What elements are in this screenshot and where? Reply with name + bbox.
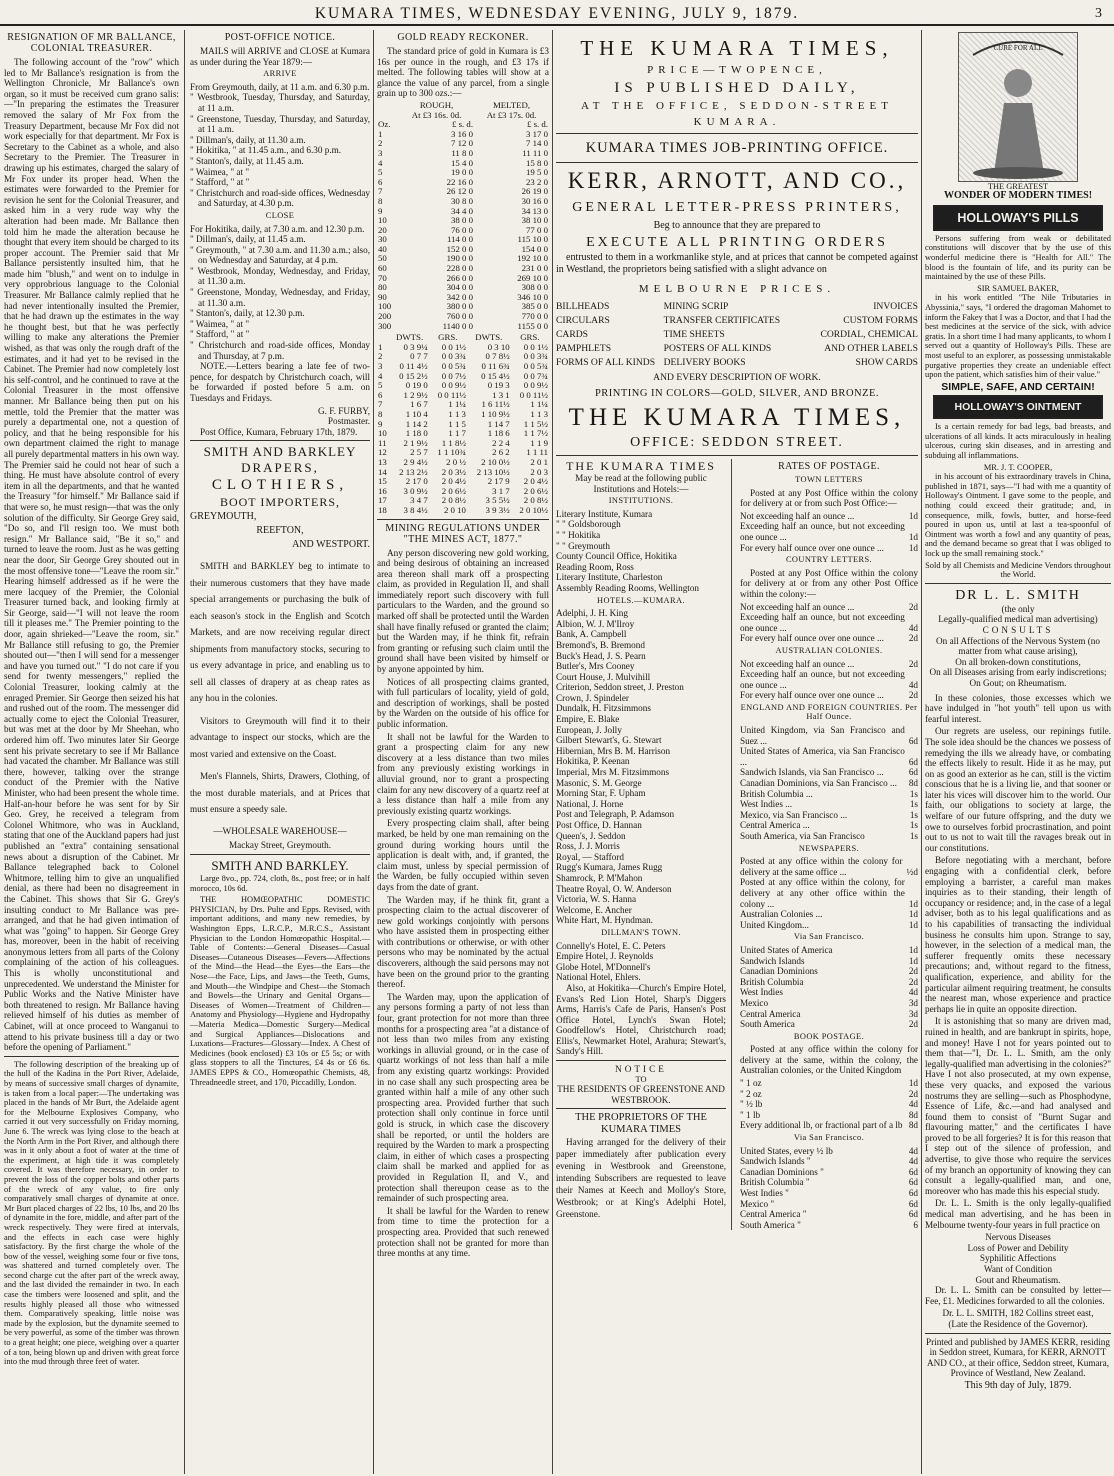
via-sf-heading-2: Via San Francisco.	[793, 1133, 865, 1143]
divider	[556, 455, 918, 456]
dillmans-heading: DILLMAN'S TOWN.	[601, 927, 681, 937]
paper-office: AT THE OFFICE, SEDDON-STREET	[581, 100, 893, 112]
rate-row: Posted at any office within the colony for delivery at the same office ... ½d	[740, 856, 918, 877]
institutions-heading: INSTITUTIONS.	[608, 496, 674, 506]
imprint: Printed and published by JAMES KERR, residing in Seddon street, Kumara, for KERR, ARNOTT AND CO., at their office, Seddon street, Kumara, Province of Westland, New Zealand.	[925, 1336, 1110, 1379]
notice-to: TO	[635, 1074, 647, 1084]
colors-line: PRINTING IN COLORS—GOLD, SILVER, AND BRONZE.	[594, 388, 880, 399]
hotel-item: Shamrock, P. M'Mahon	[556, 872, 643, 883]
rate-row: Not exceeding half an ounce ... 2d	[740, 658, 918, 669]
dwt-row: 12 2 5 7 1 1 10¾ 2 6 2 1 1 11	[378, 447, 548, 458]
rate-row: British Columbia " 6d	[740, 1177, 918, 1188]
proprietors-body: Having arranged for the delivery of their paper immediately after publication every evening in Westbrook and Greenstone, intending Subscribers are requested to leave their Names at Keech and Molloy's Store, Westbrook; or at King's Adelphi Hotel, Greenstone.	[556, 1137, 726, 1220]
dwt-row: 5 0 19 0 0 0 9½ 0 19 3 0 0 9½	[378, 380, 548, 391]
dr-letter: Dr. L. L. Smith can be consulted by letter—Fee, £1. Medicines forwarded to all the colonies.	[925, 1285, 1111, 1306]
via-sf-rates	[740, 945, 918, 1030]
hotel-item: Morning Star, F. Upham	[556, 788, 646, 799]
rate-row: West Indies " 6d	[740, 1188, 918, 1198]
rate-row: Mexico, via San Francisco ... 1s	[740, 809, 918, 820]
gold-row: 6 22 16 0 23 2 0	[378, 176, 548, 187]
rate-row: " 2 oz 2d	[740, 1088, 918, 1099]
firm-name-2: SMITH AND BARKLEY.	[211, 858, 349, 874]
print-grid-row: BILLHEADS MINING SCRIP INVOICES	[556, 301, 918, 312]
divider	[4, 1056, 179, 1057]
beg: Beg to announce that they are prepared to	[653, 220, 821, 231]
gold-intro: The standard price of gold in Kumara is £3 16s per ounce in the rough, and £3 17s if melted. The following tables will show at a glance the value of any parcel, from a single grain up to 300 ozs.:—	[377, 46, 549, 99]
rate-row: Exceeding half an ounce, but not exceeding one ounce ... 4d	[740, 669, 918, 690]
hotel-item: Connelly's Hotel, E. C. Peters	[556, 940, 666, 951]
late-fee-note: NOTE.—Letters bearing a late fee of two-pence, for despatch by Christchurch coach, will be forwarded if posted before 5 a.m. on Tuesdays and Fridays.	[190, 361, 370, 403]
gold-row: 70 266 0 0 269 10 0	[378, 272, 548, 283]
rate-row: Central America 3d	[740, 1008, 918, 1019]
read-intro: May be read at the following public Institutions and Hotels:—	[575, 473, 707, 494]
mining-para: Every prospecting claim shall, after being marked, be held by one man remaining on the ground during working hours until the application is dealt with, and, if granted, the claim must, unless by special permission of the Warden, be fully occupied within seven days from the date of grant.	[377, 818, 549, 892]
institution-item: " " Greymouth	[556, 540, 610, 551]
hotel-item: Ross, J. J. Morris	[556, 841, 620, 852]
column-rule	[373, 30, 374, 1474]
postmaster-sign: G. F. FURBY, Postmaster.	[318, 405, 370, 427]
print-grid-row: FORMS OF ALL KINDS DELIVERY BOOKS SHOW CARDS	[556, 357, 918, 368]
divider	[190, 440, 370, 441]
rate-row: Posted at any office within the colony, for delivery at any other office within the colony ... 1d	[740, 877, 918, 909]
mining-para: Any person discovering new gold working, and being desirous of obtaining an increased area thereon shall mark off a prospecting claim, as provided in Regulation II, and shall immediately report such discovery with full particulars to the Warden, and the ground so marked off shall be protected until the Warden shall have finally refused or granted the claim; but the Warden may, if he think fit, refrain from granting or refusing such claim until the ground shall have been visited by himself or by anyone appointed by him.	[377, 547, 549, 675]
paper-title-2: THE KUMARA TIMES,	[568, 404, 906, 431]
rate-row: South America 2d	[740, 1019, 918, 1030]
rate-row: South America " 6	[740, 1219, 918, 1230]
rate-row: Central America ... 1s	[740, 820, 918, 831]
cooper-body: in his account of his extraordinary travels in China, published in 1871, says—"I had with me a quantity of Holloway's Ointment. I gave some to the people, and nothing could exceed their gratitude; and, in consequence, milk, fowls, butter, and horse-feed poured in upon us, until at last a tea-spoonful of Ointment was worth a fowl and any quantity of peas, and the demand became so great that I was obliged to lock up the small remaining stock."	[925, 472, 1111, 558]
rate-row: Mexico " 6d	[740, 1198, 918, 1209]
hotel-item: Post Office, D. Hannan	[556, 820, 642, 830]
hotel-item: Empire Hotel, J. Reynolds	[556, 951, 654, 962]
hotel-item: National, J. Horne	[556, 798, 624, 809]
rate-row: Mexico 3d	[740, 997, 918, 1008]
gold-row: 2 7 12 0 7 14 0	[378, 138, 548, 149]
rate-row: West Indies ... 1s	[740, 799, 918, 810]
seal-figure-icon	[959, 33, 1077, 181]
rate-row: West Indies 4d	[740, 987, 918, 998]
paper-daily: IS PUBLISHED DAILY,	[614, 80, 860, 96]
hotel-item: Globe Hotel, M'Donnell's	[556, 961, 651, 972]
rate-row: For every half ounce over one ounce ... 2d	[740, 633, 918, 644]
gold-title: GOLD READY RECKONER.	[397, 32, 529, 43]
close-list: For Hokitika, daily, at 7.30 a.m. and 12.30 p.m. " Dillman's, daily, at 11.45 a.m. " Greymouth, " at 7.30 a.m. and 11.30 a.m.; also, on Wednesday and Saturday, at 4 p.m. " Westbrook, Monday, Wednesday, and Friday, at 11.30 a.m. " Greenstone, Monday, Wednesday, and Friday, at 11.30 a.m. " Stanton's, daily, at 12.30 p.m. " Waimea, " at " " Stafford, " at " " Christchurch and road-side offices, Monday and Thursday, at 7 p.m.	[190, 223, 370, 361]
town-letters-heading: TOWN LETTERS	[795, 475, 863, 484]
divider	[925, 1333, 1111, 1334]
dwt-row: 1 0 3 9¼ 0 0 1½ 0 3 10 0 0 1½	[378, 341, 548, 352]
gold-row: 8 30 8 0 30 16 0	[378, 195, 548, 206]
institution-item: Reading Room, Ross	[556, 561, 634, 572]
column-kumara-times	[556, 30, 918, 1474]
every-description: AND EVERY DESCRIPTION OF WORK.	[653, 372, 821, 383]
gold-row: 10 38 0 0 38 10 0	[378, 215, 548, 226]
wonder: WONDER OF MODERN TIMES!	[943, 190, 1093, 202]
rate-row: United States of America, via San Francisco ... 6d	[740, 746, 918, 767]
rate-row: " 1 lb 8d	[740, 1109, 918, 1120]
dwt-row: 18 3 8 4½ 2 0 10 3 9 3½ 2 0 10½	[378, 504, 548, 515]
dwt-rows	[377, 343, 549, 516]
rate-row: Exceeding half an ounce, but not exceeding one ounce ... 4d	[740, 612, 918, 633]
wholesale-warehouse: —WHOLESALE WAREHOUSE—	[213, 825, 347, 836]
column-news	[4, 30, 179, 1474]
via-sf-rates-2	[740, 1146, 918, 1231]
entrusted: entrusted to them in a workmanlike style, and at prices that cannot be competed against in Westland, the proprietors being satisfied with a slight advance on	[556, 252, 918, 275]
country-rates	[740, 602, 918, 644]
dr-body: In these colonies, those excesses which we have indulged in "hot youth" tell upon us with fearful interest.	[925, 692, 1111, 724]
article-title: RESIGNATION OF MR BALLANCE, COLONIAL TREASURER.	[7, 32, 176, 54]
drapers: DRAPERS,	[241, 460, 319, 476]
hotel-item: Gilbert Stewart's, G. Stewart	[556, 735, 662, 746]
divider	[190, 854, 370, 855]
hotel-item: Queen's, J. Seddon	[556, 830, 626, 841]
hotel-item: National Hotel, Ehlers.	[556, 972, 641, 983]
rate-row: Canadian Dominions 2d	[740, 966, 918, 977]
rate-row: " ½ lb 4d	[740, 1099, 918, 1110]
cooper: MR. J. T. COOPER,	[983, 462, 1053, 472]
rate-row: Sandwich Islands " 4d	[740, 1156, 918, 1167]
dr-body: Before negotiating with a merchant, before engaging with a confidential clerk, before employing a barrister, a careful man makes inquiries as to their standing, their length of occupancy or residence; and, in the case of a legal adviser, both as to his legal qualifications and as to his capabilities of transacting the individual business he consults him upon. Strange to say, however, in the selection of a medical man, the sufferer frequently omits these necessary precautions; and, without regard to the fitness, qualification, experience, and ability for the particular ailment requiring treatment, he consults the nearest man, whose experience and practice perhaps lie in quite an opposite direction.	[925, 855, 1111, 1014]
dwt-row: 3 0 11 4½ 0 0 5¾ 0 11 6¾ 0 0 5¾	[378, 361, 548, 371]
dateline: This 9th day of July, 1879.	[964, 1379, 1072, 1391]
gold-row: 200 760 0 0 770 0 0	[378, 311, 548, 322]
column-advertisements	[925, 30, 1111, 1474]
also-hokitika: Also, at Hokitika—Church's Empire Hotel, Evans's Red Lion Hotel, Sharp's Diggers Arms, Harris's Cafe de Paris, Hansen's Post Office Hotel, Lynch's Swan Hotel; Goodfellow's Hotel, Christchurch road; Ellis's, Newmarket Hotel, Arahura; Stewart's, Sandy's Hill.	[556, 982, 726, 1057]
dr-smith: DR L. L. SMITH	[955, 587, 1081, 603]
divider	[556, 162, 918, 163]
institution-item: Literary Institute, Charleston	[556, 572, 663, 583]
hotel-item: European, J. Jolly	[556, 724, 622, 735]
rate-row: " 1 oz 1d	[740, 1078, 918, 1089]
column-notices	[190, 30, 370, 1474]
dwt-row: 17 3 4 7 2 0 8½ 3 5 5½ 2 0 8½	[378, 495, 548, 506]
dwt-row: 16 3 0 9½ 2 0 6½ 3 1 7 2 0 6½	[378, 485, 548, 496]
mining-para: The Warden may, if he think fit, grant a prospecting claim to the actual discoverer of new gold workings conjointly with persons who have assisted them in prospecting either with contributions or otherwise, or with other persons who may be nominated by the actual discoverers, although the said persons may not have been on the ground prior to the granting thereof.	[377, 894, 549, 990]
australian-rates	[740, 659, 918, 701]
australian-heading: AUSTRALIAN COLONIES.	[775, 645, 883, 655]
column-rule	[552, 30, 553, 1474]
gold-row: 40 152 0 0 154 0 0	[378, 243, 548, 254]
paper-title: THE KUMARA TIMES,	[580, 36, 894, 60]
gold-rows	[377, 130, 549, 331]
rate-row: United States, every ½ lb 4d	[740, 1145, 918, 1156]
masthead	[0, 4, 1114, 26]
gold-table: ROUGH, MELTED, At £3 16s. 0d. At £3 17s. 0d. Oz. £ s. d. £ s. d. 1 3 16 0 3 17 0 2 7 12 0 7 14 0 3 11 8 0 11 11 0 4 15 4 0 15 8 0 5 19 0 0 19 5 0 6 22 16 0 23 2 0 7 26 12 0 26 19 0 8 30 8 0 30 16 0 9 34 4 0 34 13 0 10 38 0 0 38 10 0 20 76 0 0 77 0 0 30 114 0 0 115 10 0 40 152 0 0 154 0 0 50 190 0 0 192 10 0 60 228 0 0 231 0 0 70 266 0 0 269 10 0 80 304 0 0 308 0 0 90 342 0 0 346 10 0 100 380 0 0 385 0 0 200 760 0 0 770 0 0 300 1140 0 0 1155 0 0	[378, 99, 548, 331]
print-grid	[556, 300, 918, 370]
arrive-heading: ARRIVE	[263, 69, 297, 79]
print-grid-row: PAMPHLETS POSTERS OF ALL KINDS AND OTHER LABELS	[556, 343, 918, 354]
divider	[925, 583, 1111, 584]
hotel-item: Dundalk, H. Fitzsimmons	[556, 703, 651, 714]
hotel-item: Hokitika, P. Keenan	[556, 756, 630, 767]
rate-row: United Kingdom, via San Francisco and Suez ... 6d	[740, 725, 918, 746]
divider	[377, 519, 549, 520]
greatest: THE GREATEST	[987, 181, 1049, 191]
dwt-row: 6 1 2 9½ 0 0 11½ 1 3 1 0 0 11½	[378, 389, 548, 400]
hotel-item: Post and Telegraph, P. Adamson	[556, 809, 675, 820]
mining-para: It shall be lawful for the Warden to renew from time to time the protection for a prospecting area. Provided that such renewed protection shall not be granted for more than three months at any time.	[377, 1205, 549, 1259]
hotel-item: Hibernian, Mrs B. M. Harrison	[556, 745, 671, 756]
baker: SIR SAMUEL BAKER,	[977, 283, 1059, 293]
gold-row: 80 304 0 0 308 0 0	[378, 282, 548, 293]
consults-3: On all Diseases arising from early indiscretions;	[929, 667, 1107, 678]
dwt-row: 7 1 6 7 1 1¼ 1 6 11½ 1 1¼	[378, 399, 548, 410]
notice: NOTICE	[615, 1064, 667, 1075]
hotel-item: Royal, — Stafford	[556, 851, 624, 862]
country-letters-heading: COUNTRY LETTERS.	[785, 555, 873, 565]
hotel-item: Empire, E. Blake	[556, 714, 620, 725]
dr-address: Dr. L. L. SMITH, 182 Collins street east,	[942, 1308, 1094, 1319]
institution-item: Assembly Reading Rooms, Wellington	[556, 582, 700, 593]
consults: CONSULTS	[982, 624, 1054, 635]
ad-body-2: Visitors to Greymouth will find it to their advantage to inspect our stocks, which are the most varied and extensive on the Coast.	[190, 715, 370, 759]
gold-row: 50 190 0 0 192 10 0	[378, 253, 548, 264]
dwt-row: 13 2 9 4½ 2 0 ½ 2 10 0½ 2 0 1	[378, 456, 548, 467]
gold-row: 3 11 8 0 11 11 0	[378, 147, 548, 158]
paper-town: KUMARA.	[693, 116, 781, 128]
gold-row: 1 3 16 0 3 17 0	[378, 128, 548, 139]
rate-row: Australian Colonies ... 1d	[740, 909, 918, 920]
arrive-list: From Greymouth, daily, at 11 a.m. and 6.30 p.m. " Westbrook, Tuesday, Thursday, and Saturday, at 11 a.m. " Greenstone, Tuesday, Thursday, and Saturday, at 11 a.m. " Dillman's, daily, at 11.30 a.m. " Hokitika, " at 11.45 a.m., and 6.30 p.m. " Stanton's, daily, at 11.45 a.m. " Waimea, " at " " Stafford, " at " " Christchurch and road-side offices, Wednesday and Saturday, at 4.30 p.m.	[190, 81, 370, 209]
hotel-item: Bremond's, B. Bremond	[556, 639, 645, 650]
consults-4: On Gout; on Rheumatism.	[969, 677, 1067, 688]
gold-row: 20 76 0 0 77 0 0	[378, 224, 548, 235]
dr-only: (the only	[1001, 603, 1035, 614]
rate-row: For every half ounce over one ounce ... 1d	[740, 542, 918, 553]
execute: EXECUTE ALL PRINTING ORDERS	[586, 235, 888, 250]
gold-row: 5 19 0 0 19 5 0	[378, 167, 548, 178]
dr-body: Our regrets are useless, our repinings futile. The sole idea should be the chances we possess of remedying the ills we already have, or combating the effects likely to result. Hide it as he may, put on as good an exterior as he can, still is the victim conscious that he is a living lie, and that sooner or later his vices will discover him to the world. Our faith, our obligations to society at large, the welfare of our future offspring, and the duty we owe to ourselves forbid procrastination, and point out to us not to wait till the ravages break out in our constitutions.	[925, 726, 1111, 853]
rate-row: Sandwich Islands 1d	[740, 955, 918, 966]
institution-item: " " Goldsborough	[556, 519, 621, 530]
hotel-item: Theatre Royal, O. W. Anderson	[556, 883, 672, 894]
rate-row: British Columbia 2d	[740, 976, 918, 987]
consults-1: On all Affections of the Nervous System (no matter from what cause arising),	[936, 635, 1100, 657]
page-number: 3	[1095, 6, 1104, 21]
gold-row: 4 15 4 0 15 8 0	[378, 157, 548, 168]
boot-importers: BOOT IMPORTERS,	[219, 495, 341, 510]
print-grid-row: CIRCULARS TRANSFER CERTIFICATES CUSTOM FORMS	[556, 315, 918, 326]
town-rates	[740, 511, 918, 553]
consults-2: On all broken-down constitutions,	[955, 656, 1081, 667]
article-body-kadina: The following description of the breaking up of the hull of the Kadina in the Port River, Adelaide, by means of successive small charges of dynamite, is taken from a local paper:—The undertaking was placed in the hands of Mr Burt, the Adelaide agent for the Melbourne Explosives Company, who carried it out very successfully on Friday morning, June 6. The wreck was lying close to the beach at the North Arm in the Port River, and although there was in it only about a foot of water at the time of the experiment, at high tide it was completely covered. It was therefore necessary, in order to prevent the loss of the copper bolts and other parts of the wreck of any value, to fire only comparatively small charges of dynamite at once. Mr Burt placed charges of 22 lbs, 10 lbs, and 20 lbs of dynamite in the fore, middle, and after part of the wreck respectively. They were fired at intervals, and the effects in each case were highly satisfactory. By the first charge the whole of the bow of the vessel, weighing some four or five tons, was shattered and turned completely over. The second charge cut the after part of the wreck away, and the last divided the remainder in two. In each case the timbers were loosened and split, and the results highly pleased all those who witnessed them. Comparatively speaking, little noise was made by the explosion, but the dynamite seemed to be very powerful, as some of the timber was thrown to a great height; one piece, weighing over a quarter of a ton, being blown up and driven with great force into the mud through three feet of water.	[4, 1059, 179, 1367]
dwt-row: 14 2 13 2½ 2 0 3½ 2 13 10½ 2 0 3	[378, 466, 548, 477]
hotels-list	[556, 608, 726, 926]
hotel-item: Albion, W. J. M'Ilroy	[556, 618, 635, 629]
mining-para: The Warden may, upon the application of any persons forming a party of not less than four, grant protection for not more than three months for a prospecting area "at a distance of not less than two miles from any existing workings in alluvial ground, or in the case of quartz workings of not less than half a mile from any existing quartz workings: Provided in no case shall any such prospecting area be granted within half a mile of any other such prospecting area. Provided further that such protection shall only continue in force until gold is struck, in which case the discovery shall be reported, or until the holders are required by the Warden to mark a prospecting claim, in either of which cases a prospecting claim shall be marked and applied for as provided in Regulation II, and V., and protection shall thereupon cease as to the remainder of such prospecting area.	[377, 991, 549, 1204]
rate-row: Not exceeding half an ounce ... 2d	[740, 601, 918, 612]
close-heading: CLOSE	[265, 210, 295, 220]
column-gold	[377, 30, 549, 1474]
rate-row: Canadian Dominions, via San Francisco ... 8d	[740, 778, 918, 789]
paper-office-2: OFFICE: SEDDON STREET.	[630, 435, 844, 450]
mining-para: It shall not be lawful for the Warden to grant a prospecting claim for any new discovery at a less distance than two miles from any previously existing workings in alluvial ground, nor to grant a prospecting claim for any new discovery of a quartz reef at a less distance than half a mile from any previously existing quartz workings.	[377, 731, 549, 816]
book-ad: THE HOMŒOPATHIC DOMESTIC PHYSICIAN, by Drs. Pulte and Epps. Revised, with important additions, and many new remedies, by Washington Epps, L.R.C.P., M.R.C.S., Assistant Physician to the London Homœopathic Hospital.—Table of Contents:—General Diseases—Casual Diseases—Cutaneous Diseases—Fevers—Affections of the Mind—the Head—the Eyes—the Ears—the Nose—the Face, Lips, and Jaws—the Teeth, Gums, and Mouth—the Windpipe and Chest—the Stomach and Bowels—the Urinary and Genital Organs—Diseases of Women—Treatment of Children—Anatomy and Physiology—Hygiene and Hydropathy—Materia Medica—Domestic Surgery—Medical and Surgical Appliances—Dislocations and Luxations—Fractures—Glossary—Index. A Chest of Medicines (book enclosed) £3 10s or £5 5s; or with glass stoppers to all the Tinctures, £4 4s or £6 6s. JAMES EPPS & CO., Homœopathic Chemists, 48, Threadneedle street, and 170, Piccadilly, London.	[190, 895, 370, 1087]
gold-row: 9 34 4 0 34 13 0	[378, 205, 548, 216]
proprietors: THE PROPRIETORS OF THE KUMARA TIMES	[575, 1112, 707, 1136]
divider	[556, 1060, 726, 1061]
holloways-pills: HOLLOWAY'S PILLS	[933, 205, 1103, 231]
book-price: Large 8vo., pp. 724, cloth, 8s., post free; or in half morocco, 10s 6d.	[190, 874, 370, 893]
dwt-row: 10 1 18 0 1 1 7 1 18 6 1 1 7½	[378, 428, 548, 439]
divider	[556, 1108, 726, 1109]
gold-row: 90 342 0 0 346 10 0	[378, 291, 548, 302]
hotel-item: Bank, A. Campbell	[556, 629, 627, 640]
job-printing: KUMARA TIMES JOB-PRINTING OFFICE.	[585, 140, 889, 156]
hotel-item: Criterion, Seddon street, J. Preston	[556, 682, 684, 693]
pills-body: Persons suffering from weak or debilitated constitutions will discover that by the use of this wonderful medicine there is "Health for All." The blood is the fountain of life, and its purity can be maintained by the use of these Pills.	[925, 233, 1111, 282]
town-intro: Posted at any Post Office within the colony for delivery at or from such Post Office:—	[740, 487, 918, 509]
book-rates	[740, 1078, 918, 1131]
rate-row: Canadian Dominions " 6d	[740, 1166, 918, 1177]
paper-price: PRICE—TWOPENCE,	[647, 64, 827, 76]
column-rule	[921, 30, 922, 1474]
hotel-item: Court House, J. Mulvihill	[556, 671, 651, 682]
via-sf-heading: Via San Francisco.	[793, 932, 865, 942]
gold-row: 60 228 0 0 231 0 0	[378, 263, 548, 274]
dr-body: It is astonishing that so many are driven mad, ruined in health, and are bankrupt in spirits, hope, and money! Have I not for years pointed out to them that—"I, Dr. L. L. Smith, am the only legally-qualified man advertising in the colonies?" Have I not also prosecuted, at my own expense, these very quacks, and exposed the various nostrums they are selling—such as Phosphodyne, Essence of Life, &c.—and had analysed and found them to consist of "Burnt Sugar and flavouring matter," and the certificates I have proved to be all forgeries? It is for this reason that I step out of the silence of profession, and advertise, to give those who require the services of my branch an opportunity of knowing they can consult a legally-qualified man, and one, moreover who has made this his especial study.	[925, 1016, 1111, 1196]
post-office-date: Post Office, Kumara, February 17th, 1879.	[200, 426, 358, 437]
england-rates	[740, 725, 918, 842]
rate-row: Not exceeding half an ounce ... 1d	[740, 510, 918, 521]
sold-by: Sold by all Chemists and Medicine Vendors throughout the World.	[925, 560, 1111, 580]
hotels-heading: HOTELS.—KUMARA.	[597, 595, 685, 605]
masthead-title: KUMARA TIMES, WEDNESDAY EVENING, JULY 9, 1879.	[314, 5, 800, 22]
rate-row: United Kingdom... 1d	[740, 919, 918, 930]
lower-section	[556, 459, 918, 1230]
hotel-item: Butler's, Mrs Cooney	[556, 661, 635, 672]
dwt-table: DWTS. GRS. DWTS. GRS. 1 0 3 9¼ 0 0 1½ 0 3 10 0 0 1½ 2 0 7 7 0 0 3¾ 0 7 8½ 0 0 3¾ 3 0 11 4½ 0 0 5¾ 0 11 6¾ 0 0 5¾ 4 0 15 2½ 0 0 7½ 0 15 4½ 0 0 7¾ 5 0 19 0 0 0 9½ 0 19 3 0 0 9½ 6 1 2 9½ 0 0 11½ 1 3 1 0 0 11½ 7 1 6 7 1 1¼ 1 6 11½ 1 1¼ 8 1 10 4 1 1 3 1 10 9½ 1 1 3 9 1 14 2 1 1 5 1 14 7 1 1 5½ 10 1 18 0 1 1 7 1 18 6 1 1 7½ 11 2 1 9½ 1 1 8½ 2 2 4 1 1 9 12 2 5 7 1 1 10¾ 2 6 2 1 1 11 13 2 9 4½ 2 0 ½ 2 10 0½ 2 0 1 14 2 13 2½ 2 0 3½ 2 13 10½ 2 0 3 15 2 17 0 2 0 4½ 2 17 9 2 0 4½ 16 3 0 9½ 2 0 6½ 3 1 7 2 0 6½ 17 3 4 7 2 0 8½ 3 5 5½ 2 0 8½ 18 3 8 4½ 2 0 10 3 9 3½ 2 0 10½	[378, 332, 548, 515]
mining-title: MINING REGULATIONS UNDER "THE MINES ACT, 1877."	[385, 522, 541, 545]
hotel-item: Welcome, E. Ancher	[556, 904, 632, 915]
institution-item: County Council Office, Hokitika	[556, 551, 677, 562]
hotel-item: White Hart, M. Hyndman.	[556, 915, 653, 926]
rate-row: United States of America 1d	[740, 944, 918, 955]
holloways-ointment: HOLLOWAY'S OINTMENT	[933, 395, 1103, 419]
institution-item: " " Hokitika	[556, 529, 601, 540]
dwt-row: 2 0 7 7 0 0 3¾ 0 7 8½ 0 0 3¾	[378, 351, 548, 362]
conditions-list: Nervous Diseases Loss of Power and Debility Syphilitic Affections Want of Condition Gout and Rheumatism.	[967, 1232, 1069, 1285]
baker-body: in his work entitled "The Nile Tributaries in Abyssinia," says, "I ordered the dragoman Mahomet to inform the Fakey that I was a Doctor, and that I had the best medicines at the service of the sick, with advice gratis. In a short time I had many applicants, to whom I served out a quantity of Holloway's Pills. These are most useful to an explorer, as possessing unmistakable purgative properties they create an undeniable effect upon the patient, which satisfies him of their value."	[925, 293, 1111, 380]
simple-safe: SIMPLE, SAFE, AND CERTAIN!	[941, 380, 1095, 393]
branch-towns: GREYMOUTH, REEFTON, AND WESTPORT.	[190, 511, 370, 551]
england-heading: ENGLAND AND FOREIGN COUNTRIES. Per Half Ounce.	[740, 702, 918, 722]
dillmans-list	[556, 941, 726, 983]
melbourne-prices: MELBOURNE PRICES.	[638, 283, 836, 295]
clothiers: CLOTHIERS,	[211, 477, 349, 494]
dr-legal: Legally-qualified medical man advertising)	[938, 614, 1098, 625]
institutions-list	[556, 509, 726, 594]
post-office-title: POST-OFFICE NOTICE.	[224, 32, 336, 43]
rate-row: Exceeding half an ounce, but not exceeding one ounce ... 1d	[740, 521, 918, 542]
country-intro: Posted at any Post Office within the colony for delivery at or from any other Post Office within the colony:—	[740, 567, 918, 599]
rate-row: Sandwich Islands, via San Francisco ... 6d	[740, 767, 918, 778]
book-postage-heading: BOOK POSTAGE.	[793, 1031, 865, 1041]
post-office-intro: MAILS will ARRIVE and CLOSE at Kumara as under during the Year 1879:—	[190, 46, 370, 67]
hotel-item: Imperial, Mrs M. Fitzsimmons	[556, 767, 670, 778]
hotel-item: Victoria, W. S. Hanna	[556, 894, 637, 905]
kerr-arnott: KERR, ARNOTT, AND CO.,	[567, 168, 907, 193]
notice-residents: THE RESIDENTS OF GREENSTONE AND WESTBROOK.	[557, 1084, 725, 1105]
dr-body: Dr. L. L. Smith is the only legally-qualified medical man advertising, and he has been in Melbourne twenty-four years in full practice on	[925, 1198, 1111, 1230]
rate-row: South America, via San Francisco 1s	[740, 831, 918, 841]
gold-row: 100 380 0 0 385 0 0	[378, 301, 548, 312]
dwt-row: 8 1 10 4 1 1 3 1 10 9½ 1 1 3	[378, 408, 548, 419]
rate-row: British Columbia ... 1s	[740, 788, 918, 799]
gold-row: 30 114 0 0 115 10 0	[378, 234, 548, 245]
hotel-item: Crown, J. Spindeler	[556, 692, 629, 703]
rate-row: Central America " 6d	[740, 1209, 918, 1220]
firm-name: SMITH AND BARKLEY	[203, 444, 357, 460]
print-grid-row: CARDS TIME SHEETS CORDIAL, CHEMICAL	[556, 329, 918, 340]
divider	[556, 133, 918, 134]
cure-for-all: CURE FOR ALL	[993, 44, 1043, 52]
hotel-item: Adelphi, J. H. King	[556, 608, 628, 619]
read-title: THE KUMARA TIMES	[566, 459, 716, 473]
postage-column	[740, 459, 918, 1230]
gold-row: 300 1140 0 0 1155 0 0	[378, 320, 548, 331]
dwt-row: 4 0 15 2½ 0 0 7½ 0 15 4½ 0 0 7¾	[378, 370, 548, 381]
article-body: The following account of the "row" which led to Mr Ballance's resignation is from the Wellington Chronicle, Mr Ballance's own organ, so it must be received cum grano salis:—"In preparing the estimates the Treasurer removed the salary of Mr Fox from the Treasury Department, because Mr Fox did not work especially for that department. Mr Fox is Secretary to the Cabinet as a whole, and also Secretary to the Premier. The Treasurer in drawing up his estimates, charged the salary of Mr Fox under its proper head. When the estimates were forwarded to the Premier for revision he sent for the Colonial Treasurer, and asked him in a very rude way why the alteration had been made. Mr Ballance then told him he made the alteration because he thought that every item should be charged to its proper account. The Premier said that Mr Ballance persistently insulted him, that he made him "blush," and went on to indulge in very opprobrious language to the Colonial Treasurer. Mr Ballance calmly replied that he had never intentionally insulted the Premier, that he had drawn up the estimates in the way he thought best, but that he was perfectly willing to make any alterations the Premier wished, as that was only the rough draft of the estimates, and it had yet to be revised in the Cabinet. The Premier had now completely lost his self-control, and he continued to rave at the Colonial Treasurer in the most offensive manner. Mr Ballance being then put on his mettle, told the Premier that the matter was purely a departmental one, not a question of policy, and that he being responsible for his own department claimed the right to manage all purely departmental matters in his own way. The Premier said he could not hear of such a thing. He must have absolute control of every item in all the departments, and that he wanted the Treasury "for himself." Mr Ballance said if that were so, he must resign—that was the only solution of the difficulty. Sir George Grey said, "Do so, and I'll resign too. We must both resign." Mr Ballance said, "Be it so," and turned to leave the room. Just as he was getting near the door, Sir George Grey shouted out in the most offensive tone—"Leave the room sir." Hearing himself addressed as if he were the mere lacquey of the Premier, the Colonial Treasurer turned back, and looking firmly at Sir George, said—"I will not leave the room till it pleases me." The Premier pointing to the door, again shrieked—"Leave the room, sir." Mr Ballance still refusing to go, the Premier shouted out—"then I will send for a messenger and have you turned out." "I do not care if you send for twenty messengers," replied the Colonial Treasurer, looking calmly at the enraged Premier. Sir George then seized his hat and rushed out of the room. The messenger did actually come to eject the Colonial Treasurer, but was met at the door by Mr Sheehan, who ordered him off. Two minutes later Sir George sent his private secretary to see if Mr Ballance had vacated the chamber. Mr Ballance was still there, however, talking over the strange conduct of the Premier with the Native Minister, who had been present the whole time. Half-an-hour before he was sent for by Sir Geo. Grey, he received a telegram from Colonel Whitmore, who was in Auckland, stating that one of the Auckland papers had just published an "extra" containing sensational news about a disruption of the Cabinet. Mr Ballance telegraphed back to Colonel Whitmore, telling him to give an unqualified denial, as there had been no disagreement in the Cabinet. This shows that Sir G. Grey's insulting conduct to Mr Ballance was pre-arranged, and that he had given intimation of what was "going" to happen. Sir George Grey has, moreover, been in the habit of receiving anonymous letters from all parts of the Colony complaining of the action of his colleagues. This is wholly unconstitutional and unprecedented. We understand the Minister for Public Works and the Native Minister have both threatened to resign. Mr Ballance having relieved himself of his duties as member of Cabinet, will at once proceed to Wanganui to attend to his private business till a day or two before the opening of Parliament."	[4, 57, 179, 1053]
hotel-item: Masonic, S. M. George	[556, 777, 642, 788]
newspaper-rates	[740, 856, 918, 930]
hotel-item: Buck's Head, J. S. Pearn	[556, 650, 646, 661]
dwt-row: 11 2 1 9½ 1 1 8½ 2 2 4 1 1 9	[378, 437, 548, 448]
ad-body: SMITH and BARKLEY beg to intimate to their numerous customers that they have made special arrangements or purchasing the bulk of each season's stock in the English and Scotch Markets, and are now receiving regular direct shipments from manufactory stocks, securing to us every advantage in price, and enabling us to sell all classes of drapery at as cheap rates as any hou in the colonies.	[190, 561, 370, 704]
mining-para: Notices of all prospecting claims granted, with full particulars of locality, yield of gold, and description of workings, shall be posted by the Warden on the outside of his office for public information.	[377, 676, 549, 729]
dwt-row: 9 1 14 2 1 1 5 1 14 7 1 1 5½	[378, 418, 548, 429]
rate-row: Every additional lb, or fractional part of a lb 8d	[740, 1120, 918, 1131]
dr-address-2: (Late the Residence of the Governor).	[948, 1318, 1088, 1329]
read-at-column	[556, 459, 732, 1230]
institution-item: Literary Institute, Kumara	[556, 508, 653, 519]
ointment-body: Is a certain remedy for bad legs, bad breasts, and ulcerations of all kinds. It acts miraculously in healing ulcerous, curing skin diseases, and in arresting and subduing all inflammations.	[925, 422, 1111, 461]
book-intro: Posted at any office within the colony for delivery at the same, within the colony, the Australian colonies, or the United Kingdom	[740, 1044, 918, 1076]
holloway-seal-image	[958, 32, 1078, 182]
column-rule	[184, 30, 185, 1474]
rates-title: RATES OF POSTAGE.	[778, 461, 880, 472]
ad-body-3: Men's Flannels, Shirts, Drawers, Clothing, of the most durable materials, and at Prices that must ensure a speedy sale.	[190, 771, 370, 815]
dwt-row: 15 2 17 0 2 0 4½ 2 17 9 2 0 4½	[378, 476, 548, 487]
gold-row: 7 26 12 0 26 19 0	[378, 186, 548, 197]
letterpress: GENERAL LETTER-PRESS PRINTERS,	[572, 200, 902, 215]
warehouse-street: Mackay Street, Greymouth.	[228, 840, 332, 851]
hotel-item: Rugg's Kumara, James Rugg	[556, 862, 663, 873]
newspapers-heading: NEWSPAPERS.	[798, 843, 860, 853]
rate-row: For every half ounce over one ounce ... 2d	[740, 690, 918, 701]
